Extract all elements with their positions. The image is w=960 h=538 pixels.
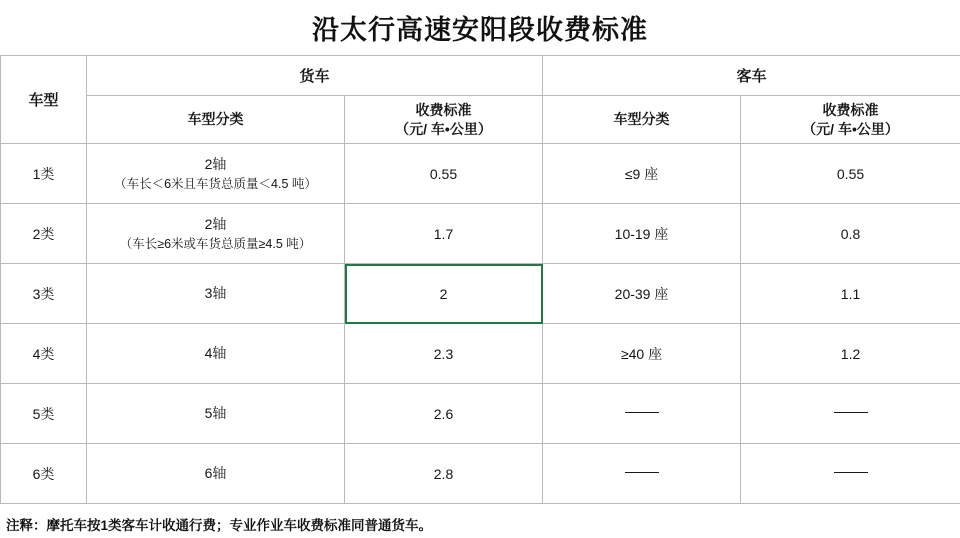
row-truck-category xyxy=(87,144,345,204)
header-vehicle-type: 车型 xyxy=(1,56,87,144)
row-truck-fee: 2.8 xyxy=(345,444,543,504)
table-row xyxy=(1,324,960,384)
header-bus-category: 车型分类 xyxy=(543,96,741,144)
row-truck-category-main: 5轴 xyxy=(204,405,227,421)
row-bus-fee: 0.55 xyxy=(741,144,960,204)
row-bus-fee: 0.8 xyxy=(741,204,960,264)
row-truck-category xyxy=(87,264,345,324)
empty-dash-icon xyxy=(834,412,868,413)
row-bus-category-empty xyxy=(543,384,741,444)
row-truck-category-main: 3轴 xyxy=(204,285,227,301)
row-bus-category: ≥40 座 xyxy=(543,324,741,384)
header-bus-fee-line1: 收费标准 xyxy=(822,101,879,118)
row-bus-category: 10-19 座 xyxy=(543,204,741,264)
table-row xyxy=(1,144,960,204)
row-truck-fee: 2.3 xyxy=(345,324,543,384)
row-bus-fee: 1.1 xyxy=(741,264,960,324)
row-truck-category xyxy=(87,324,345,384)
row-vehicle-type: 1类 xyxy=(1,144,87,204)
row-truck-fee-selected[interactable]: 2 xyxy=(345,264,543,324)
row-truck-category-sub: （车长＜6米且车货总质量＜4.5 吨） xyxy=(114,176,317,191)
header-bus-fee-line2: （元/ 车•公里） xyxy=(802,120,899,137)
row-truck-category-sub: （车长≥6米或车货总质量≥4.5 吨） xyxy=(119,236,312,251)
table-header-top xyxy=(1,56,960,96)
row-truck-category xyxy=(87,444,345,504)
page-title: 沿太行高速安阳段收费标准 xyxy=(312,15,648,46)
row-bus-fee-empty xyxy=(741,384,960,444)
row-truck-category-main: 2轴 xyxy=(204,155,227,172)
footnote: 注释：摩托车按1类客车计收通行费；专业作业车收费标准同普通货车。 xyxy=(6,518,433,533)
empty-dash-icon xyxy=(834,472,868,473)
header-truck-fee xyxy=(345,96,543,144)
row-truck-fee: 2.6 xyxy=(345,384,543,444)
row-vehicle-type: 5类 xyxy=(1,384,87,444)
row-vehicle-type: 4类 xyxy=(1,324,87,384)
row-vehicle-type: 3类 xyxy=(1,264,87,324)
table-row xyxy=(1,384,960,444)
toll-rate-table xyxy=(0,55,960,504)
row-bus-category: 20-39 座 xyxy=(543,264,741,324)
empty-dash-icon xyxy=(625,472,659,473)
row-truck-category-main: 2轴 xyxy=(204,215,227,232)
row-bus-fee-empty xyxy=(741,444,960,504)
table-header-sub xyxy=(1,96,960,144)
row-bus-category: ≤9 座 xyxy=(543,144,741,204)
row-truck-category xyxy=(87,204,345,264)
row-truck-category xyxy=(87,384,345,444)
empty-dash-icon xyxy=(625,412,659,413)
row-bus-category-empty xyxy=(543,444,741,504)
header-truck-category: 车型分类 xyxy=(87,96,345,144)
table-row xyxy=(1,444,960,504)
table-row xyxy=(1,264,960,324)
row-truck-category-main: 6轴 xyxy=(204,465,227,481)
header-truck-fee-line2: （元/ 车•公里） xyxy=(395,120,492,137)
header-bus-fee xyxy=(741,96,960,144)
row-bus-fee: 1.2 xyxy=(741,324,960,384)
header-truck-fee-line1: 收费标准 xyxy=(415,101,472,118)
table-row xyxy=(1,204,960,264)
row-truck-category-main: 4轴 xyxy=(204,345,227,361)
row-truck-fee: 1.7 xyxy=(345,204,543,264)
row-vehicle-type: 6类 xyxy=(1,444,87,504)
row-truck-fee: 0.55 xyxy=(345,144,543,204)
row-vehicle-type: 2类 xyxy=(1,204,87,264)
header-truck-group: 货车 xyxy=(87,56,543,96)
header-bus-group: 客车 xyxy=(543,56,960,96)
